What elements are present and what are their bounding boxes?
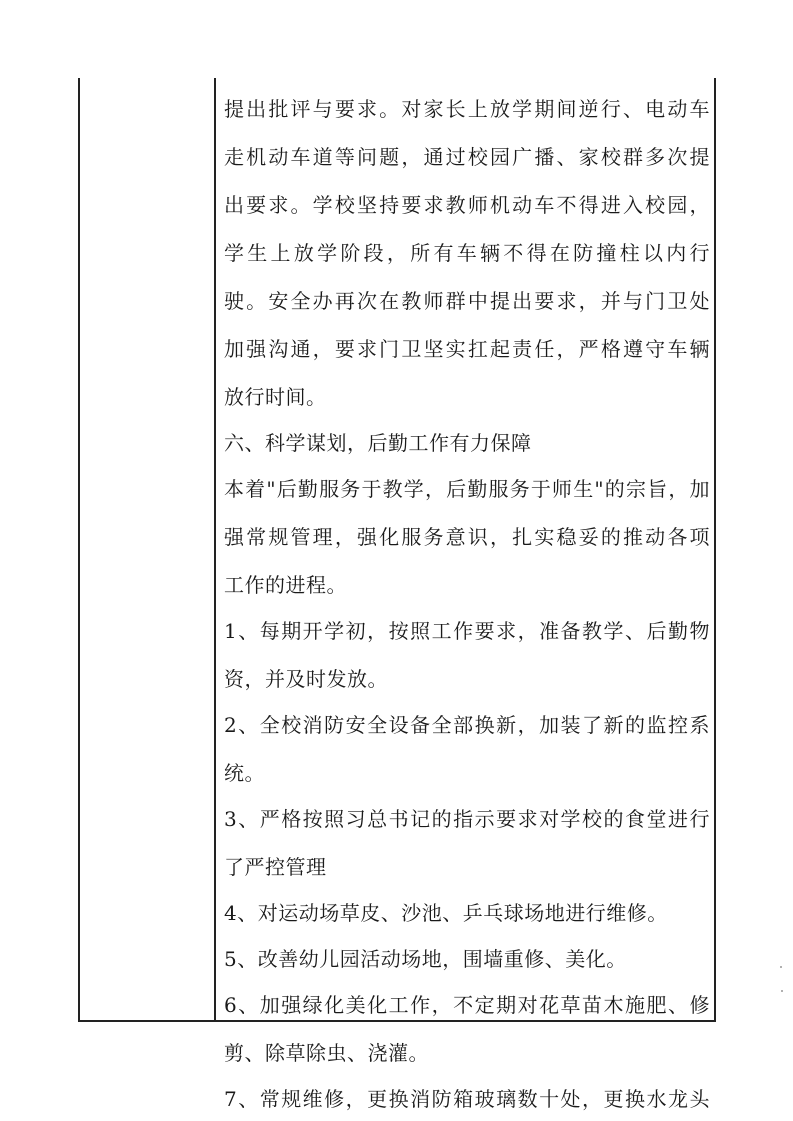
text-line: 加强沟通，要求门卫坚实扛起责任，严格遵守车辆	[224, 337, 710, 361]
text-line: 出要求。学校坚持要求教师机动车不得进入校园，	[224, 193, 710, 217]
list-item-line: 资，并及时发放。	[224, 667, 388, 691]
list-item-line: 4、对运动场草皮、沙池、乒乓球场地进行维修。	[224, 901, 668, 925]
section-heading: 六、科学谋划，后勤工作有力保障	[224, 431, 532, 455]
text-line: 学生上放学阶段，所有车辆不得在防撞柱以内行	[224, 241, 710, 265]
text-line: 提出批评与要求。对家长上放学期间逆行、电动车	[224, 97, 710, 121]
list-item-line: 1、每期开学初，按照工作要求，准备教学、后勤物	[224, 619, 710, 643]
list-item-line: 3、严格按照习总书记的指示要求对学校的食堂进行	[224, 807, 710, 831]
scan-speck	[780, 966, 782, 968]
list-item-line: 了严控管理	[224, 855, 327, 879]
text-line: 本着"后勤服务于教学，后勤服务于师生"的宗旨，加	[224, 477, 710, 501]
list-item-line: 7、常规维修，更换消防箱玻璃数十处，更换水龙头	[224, 1087, 710, 1111]
list-item-line: 2、全校消防安全设备全部换新，加装了新的监控系	[224, 713, 710, 737]
text-line: 驶。安全办再次在教师群中提出要求，并与门卫处	[224, 289, 710, 313]
column-divider	[214, 78, 216, 1022]
text-line: 工作的进程。	[224, 573, 347, 597]
text-line: 放行时间。	[224, 385, 327, 409]
left-label-cell	[80, 78, 214, 1020]
list-item-line: 剪、除草除虫、浇灌。	[224, 1041, 429, 1065]
list-item-line: 6、加强绿化美化工作，不定期对花草苗木施肥、修	[224, 993, 710, 1017]
list-item-line: 5、改善幼儿园活动场地，围墙重修、美化。	[224, 947, 627, 971]
text-line: 走机动车道等问题，通过校园广播、家校群多次提	[224, 145, 710, 169]
list-item-line: 统。	[224, 761, 265, 785]
text-line: 强常规管理，强化服务意识，扎实稳妥的推动各项	[224, 525, 710, 549]
scan-speck	[781, 990, 783, 992]
